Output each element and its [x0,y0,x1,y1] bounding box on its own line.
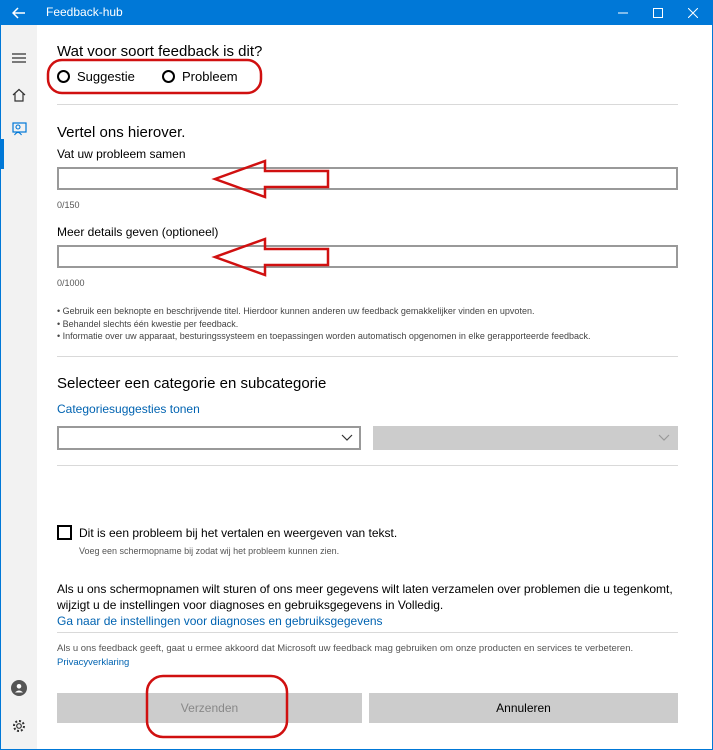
details-label: Meer details geven (optioneel) [57,225,219,239]
account-button[interactable] [1,673,37,703]
consent-text: Als u ons feedback geeft, gaat u ermee akkoord dat Microsoft uw feedback mag gebruiken om onze producten en services te verbeteren. [57,643,634,654]
sidebar-item-feedback[interactable] [1,114,37,144]
home-icon [12,88,26,102]
category-suggestions-link[interactable]: Categoriesuggesties tonen [57,402,200,416]
avatar-icon [11,680,27,696]
radio-label: Probleem [182,69,238,84]
gear-icon [12,719,26,733]
radio-probleem[interactable] [162,69,238,84]
diagnostics-line: Als u ons schermopnamen wilt sturen of ons meer gegevens wilt laten verzamelen over problemen die u tegenkomt, [57,582,673,596]
summary-counter: 0/150 [57,200,80,210]
window-title: Feedback-hub [46,5,123,19]
cancel-button[interactable]: Annuleren [369,693,678,723]
diagnostics-line: wijzigt u de instellingen voor diagnoses en gebruiksgegevens in Volledig. [57,598,444,612]
sidebar [0,25,37,750]
hamburger-icon [12,53,26,63]
describe-title: Vertel ons hierover. [57,124,186,141]
tip-item: • Informatie over uw apparaat, besturingssysteem en toepassingen worden automatisch opgenomen in elke gerapporteerde feedback. [57,331,591,341]
chevron-down-icon [341,431,353,443]
details-input[interactable] [57,245,678,268]
tip-item: • Behandel slechts één kwestie per feedback. [57,318,239,329]
close-icon [688,8,698,18]
hamburger-menu-button[interactable] [1,43,37,73]
settings-button[interactable] [1,711,37,741]
category-dropdown[interactable] [57,426,361,450]
translation-checkbox[interactable] [57,525,72,540]
summary-input[interactable] [57,167,678,190]
minimize-button[interactable] [606,0,640,25]
back-button[interactable] [0,0,38,25]
radio-circle [57,70,70,83]
send-button[interactable]: Verzenden [57,693,362,723]
privacy-link[interactable]: Privacyverklaring [57,657,130,668]
divider [57,632,678,633]
tips-list [57,305,590,343]
minimize-icon [618,8,628,18]
radio-label: Suggestie [77,69,135,84]
summary-label: Vat uw probleem samen [57,147,186,161]
back-arrow-icon [12,7,26,19]
translation-hint: Voeg een schermopname bij zodat wij het probleem kunnen zien. [79,546,340,556]
maximize-button[interactable] [641,0,675,25]
feedback-icon [12,122,27,136]
subcategory-dropdown[interactable] [373,426,678,450]
chevron-down-icon [658,431,670,443]
radio-suggestie[interactable] [57,69,135,84]
divider [57,104,678,105]
divider [57,465,678,466]
category-title: Selecteer een categorie en subcategorie [57,375,327,392]
diagnostics-text [57,581,682,629]
diagnostics-settings-link[interactable]: Ga naar de instellingen voor diagnoses en gebruiksgegevens [57,614,383,628]
close-button[interactable] [676,0,710,25]
maximize-icon [653,8,663,18]
divider [57,356,678,357]
details-counter: 0/1000 [57,278,85,288]
sidebar-item-home[interactable] [1,80,37,110]
radio-circle [162,70,175,83]
translation-checkbox-label: Dit is een probleem bij het vertalen en weergeven van tekst. [79,526,398,540]
tip-item: • Gebruik een beknopte en beschrijvende titel. Hierdoor kunnen anderen uw feedback gemakkelijker vinden en upvoten. [57,306,535,316]
feedback-type-question: Wat voor soort feedback is dit? [57,43,263,60]
title-bar [0,0,713,25]
